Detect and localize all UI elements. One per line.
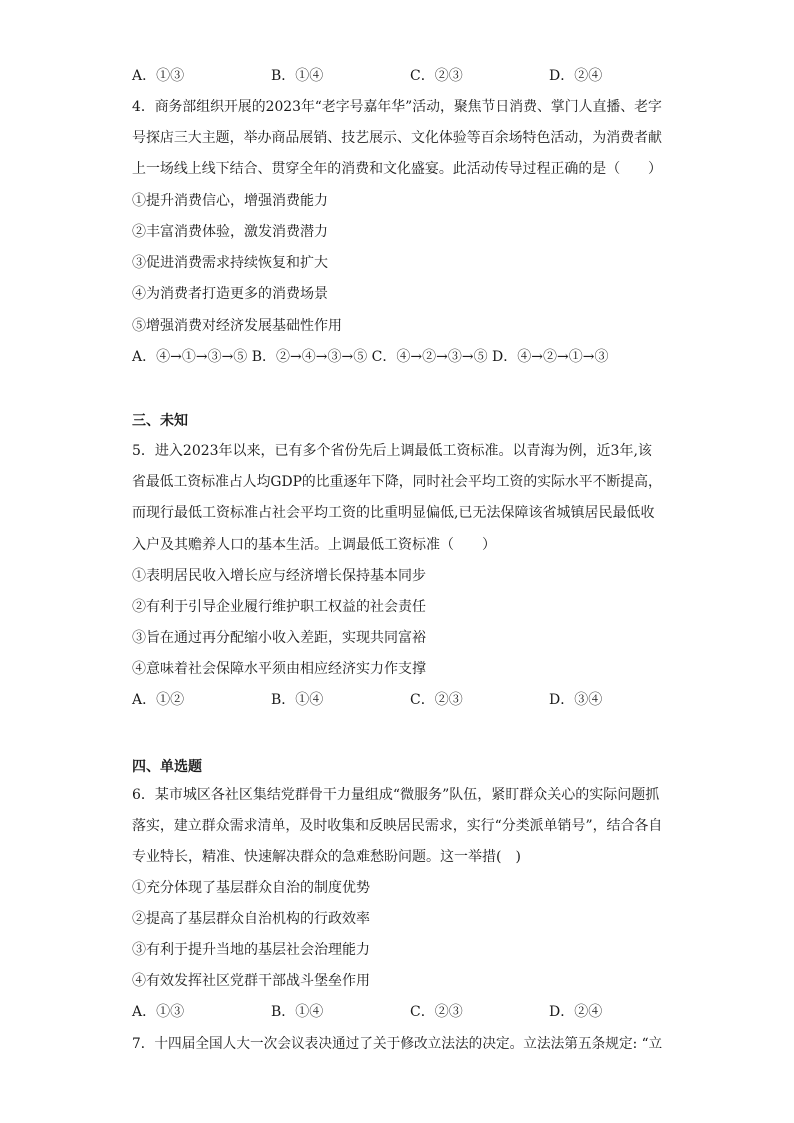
q4-options: A．④→①→③→⑤ B．②→④→③→⑤ C．④→②→③→⑤ D．④→②→①→③ — [132, 349, 609, 365]
q5-stem-line-2: 省最低工资标准占人均GDP的比重逐年下降，同时社会平均工资的实际水平不断提高， — [132, 474, 662, 490]
q3-option-b: B．①④ — [271, 68, 324, 84]
section-3-title: 三、未知 — [132, 413, 188, 429]
q6-option-d: D．②④ — [549, 1004, 603, 1020]
q5-option-d: D．③④ — [549, 692, 603, 708]
q5-options — [132, 690, 672, 710]
q5-stem-line-4: 入户及其赡养人口的基本生活。上调最低工资标准（ ） — [132, 537, 496, 553]
q3-option-a: A．①③ — [132, 68, 185, 84]
section-4-title: 四、单选题 — [132, 759, 202, 775]
q4-item-5: ⑤增强消费对经济发展基础性作用 — [132, 318, 342, 334]
q5-option-a: A．①② — [132, 692, 185, 708]
q4-item-3: ③促进消费需求持续恢复和扩大 — [132, 255, 328, 271]
q5-item-3: ③旨在通过再分配缩小收入差距，实现共同富裕 — [132, 630, 426, 646]
q6-option-a: A．①③ — [132, 1004, 185, 1020]
q6-option-b: B．①④ — [271, 1004, 324, 1020]
q7-stem-line-1: 7．十四届全国人大一次会议表决通过了关于修改立法法的决定。立法法第五条规定: “立 — [132, 1036, 663, 1052]
q5-stem-line-1: 5．进入2023年以来，已有多个省份先后上调最低工资标准。以青海为例，近3年,该 — [132, 443, 652, 459]
q5-item-2: ②有利于引导企业履行维护职工权益的社会责任 — [132, 599, 426, 615]
q3-option-d: D．②④ — [549, 68, 603, 84]
q6-stem-line-2: 落实，建立群众需求清单，及时收集和反映居民需求，实行“分类派单销号”，结合各自 — [132, 818, 663, 834]
q6-option-c: C．②③ — [410, 1004, 463, 1020]
q5-option-c: C．②③ — [410, 692, 463, 708]
q6-stem-line-1: 6．某市城区各社区集结党群骨干力量组成“微服务”队伍，紧盯群众关心的实际问题抓 — [132, 787, 660, 803]
q6-item-1: ①充分体现了基层群众自治的制度优势 — [132, 880, 370, 896]
q6-options — [132, 1002, 672, 1022]
q5-stem-line-3: 而现行最低工资标准占社会平均工资的比重明显偏低,已无法保障该省城镇居民最低收 — [132, 505, 655, 521]
q4-stem-line-1: 4．商务部组织开展的2023年“老字号嘉年华”活动，聚焦节日消费、掌门人直播、老字 — [132, 99, 662, 115]
q4-item-4: ④为消费者打造更多的消费场景 — [132, 286, 328, 302]
q5-item-1: ①表明居民收入增长应与经济增长保持基本同步 — [132, 568, 426, 584]
q3-options — [132, 66, 672, 86]
q6-item-4: ④有效发挥社区党群干部战斗堡垒作用 — [132, 973, 370, 989]
q4-stem-line-2: 号探店三大主题，举办商品展销、技艺展示、文化体验等百余场特色活动，为消费者献 — [132, 130, 662, 146]
q5-item-4: ④意味着社会保障水平须由相应经济实力作支撑 — [132, 661, 426, 677]
q6-item-2: ②提高了基层群众自治机构的行政效率 — [132, 911, 370, 927]
q4-item-1: ①提升消费信心，增强消费能力 — [132, 193, 328, 209]
q6-item-3: ③有利于提升当地的基层社会治理能力 — [132, 942, 370, 958]
q6-stem-line-3: 专业特长，精准、快速解决群众的急难愁盼问题。这一举措( ) — [132, 849, 521, 865]
q5-option-b: B．①④ — [271, 692, 324, 708]
q3-option-c: C．②③ — [410, 68, 463, 84]
q4-stem-line-3: 上一场线上线下结合、贯穿全年的消费和文化盛宴。此活动传导过程正确的是（ ） — [132, 161, 662, 177]
q4-item-2: ②丰富消费体验，激发消费潜力 — [132, 224, 328, 240]
